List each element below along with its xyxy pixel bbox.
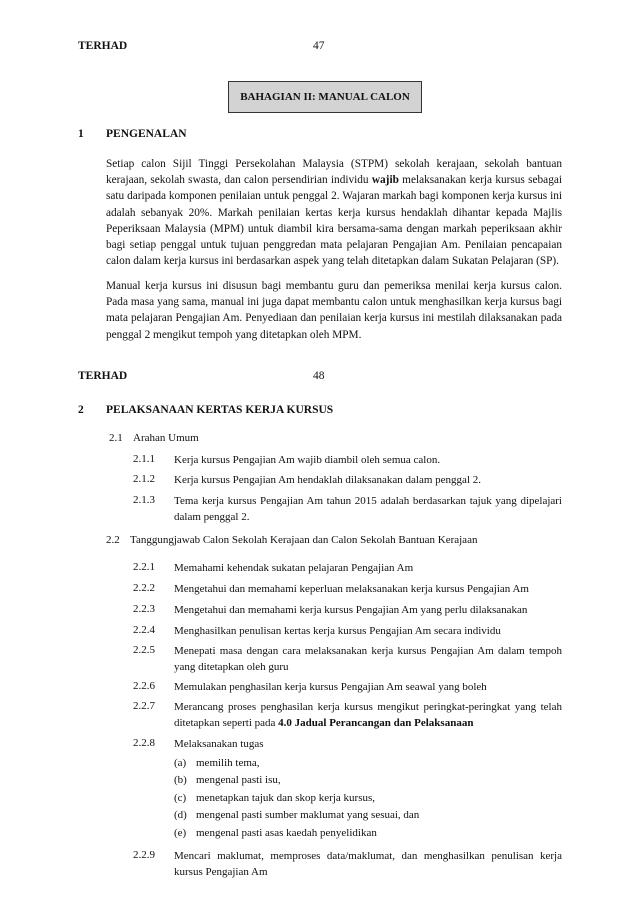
sub-item-text: mengenal pasti isu, (196, 774, 281, 786)
subsection-number: 2.1 (109, 432, 123, 444)
list-item-text (174, 700, 562, 731)
section-banner: BAHAGIAN II: MANUAL CALON (228, 81, 422, 113)
section-number-2: 2 (78, 404, 84, 416)
intro-text-b: melaksanakan kerja kursus sebagai satu daripada komponen penilaian untuk penggal 2. Wajaran markah bagi komponen kerja kursus ini adalah sebanyak 20%. Markah penilaian kertas kerja kursus hendaklah dihantar kepada Majlis Peperiksaan Malaysia (MPM) untuk diambil kira bersama-sama dengan markah peperiksaan akhir bagi setiap penggal untuk tujuan penggredan mata pelajaran Pengajian Am. Penilaian pencapaian calon dalam kerja kursus ini berdasarkan aspek yang telah ditetapkan dalam Sukatan Pelajaran (SP). (106, 174, 562, 268)
list-item-text: Kerja kursus Pengajian Am wajib diambil oleh semua calon. (174, 454, 441, 466)
list-item-number: 2.2.4 (133, 624, 155, 636)
list-item-number: 2.2.2 (133, 582, 155, 594)
list-item-text: Mengetahui dan memahami keperluan melaksanakan kerja kursus Pengajian Am (174, 583, 529, 595)
section-title: PENGENALAN (106, 128, 187, 140)
list-item-number: 2.2.7 (133, 700, 155, 712)
intro-paragraph (106, 156, 562, 269)
list-item-text: Tema kerja kursus Pengajian Am tahun 2015 adalah berdasarkan tajuk yang dipelajari dalam penggal 2. (174, 495, 562, 523)
sub-item-label: (a) (174, 757, 187, 769)
list-item-text: Melaksanakan tugas (174, 738, 264, 750)
page-number-2: 48 (313, 370, 325, 382)
list-item-text: Memulakan penghasilan kerja kursus Pengajian Am seawal yang boleh (174, 681, 487, 693)
item-text-a: Merancang proses penghasilan kerja kursus mengikut peringkat-peringkat yang telah ditetapkan seperti pada (174, 701, 562, 729)
item-text-bold: 4.0 Jadual Perancangan dan Pelaksanaan (278, 716, 474, 729)
list-item-number: 2.2.3 (133, 603, 155, 615)
sub-item-text: memilih tema, (196, 757, 260, 769)
page-header-label-2: TERHAD (78, 370, 128, 382)
sub-item-label: (d) (174, 809, 187, 821)
manual-paragraph: Manual kerja kursus ini disusun bagi membantu guru dan pemeriksa menilai kerja kursus calon. Pada masa yang sama, manual ini juga dapat membantu calon untuk menghasilkan kerja kursus bagi mata pelajaran Pengajian Am. Penyediaan dan penilaian kerja kursus ini mestilah dilaksanakan pada penggal 2 mengikut tempoh yang ditetapkan oleh MPM. (106, 280, 562, 341)
list-item-text: Mencari maklumat, memproses data/maklumat, dan menghasilkan penulisan kerja kursus Pengajian Am (174, 850, 562, 878)
list-item-number: 2.2.9 (133, 849, 155, 861)
section-title-2: PELAKSANAAN KERTAS KERJA KURSUS (106, 404, 334, 416)
list-item-number: 2.1.2 (133, 473, 155, 485)
intro-text-a: Setiap calon Sijil Tinggi Persekolahan Malaysia (STPM) sekolah kerajaan, sekolah bantuan kerajaan, sekolah swasta, dan calon persendirian individu (106, 158, 562, 187)
list-item-text: Menepati masa dengan cara melaksanakan kerja kursus Pengajian Am dalam tempoh yang ditetapkan oleh guru (174, 645, 562, 673)
list-item-text: Mengetahui dan memahami kerja kursus Pengajian Am yang perlu dilaksanakan (174, 604, 528, 616)
page-number: 47 (313, 40, 325, 52)
section-number: 1 (78, 128, 84, 140)
list-item-text: Kerja kursus Pengajian Am hendaklah dilaksanakan dalam penggal 2. (174, 474, 481, 486)
intro-text-bold: wajib (371, 174, 399, 187)
sub-item-text: mengenal pasti sumber maklumat yang sesuai, dan (196, 809, 420, 821)
list-item-number: 2.2.6 (133, 680, 155, 692)
sub-item-text: menetapkan tajuk dan skop kerja kursus, (196, 792, 376, 804)
sub-item-label: (c) (174, 792, 187, 804)
list-item-number: 2.2.1 (133, 561, 155, 573)
page-header-label: TERHAD (78, 40, 128, 52)
sub-item-label: (e) (174, 827, 187, 839)
subsection-title-2: Tanggungjawab Calon Sekolah Kerajaan dan Calon Sekolah Bantuan Kerajaan (130, 534, 478, 546)
list-item-text: Menghasilkan penulisan kertas kerja kursus Pengajian Am secara individu (174, 625, 501, 637)
sub-item-label: (b) (174, 774, 187, 786)
list-item-number: 2.2.8 (133, 737, 155, 749)
subsection-number-2: 2.2 (106, 534, 120, 546)
list-item-text: Memahami kehendak sukatan pelajaran Pengajian Am (174, 562, 414, 574)
list-item-number: 2.1.3 (133, 494, 155, 506)
list-item-number: 2.2.5 (133, 644, 155, 656)
sub-item-text: mengenal pasti asas kaedah penyelidikan (196, 827, 377, 839)
list-item-number: 2.1.1 (133, 453, 155, 465)
subsection-title: Arahan Umum (133, 432, 199, 444)
